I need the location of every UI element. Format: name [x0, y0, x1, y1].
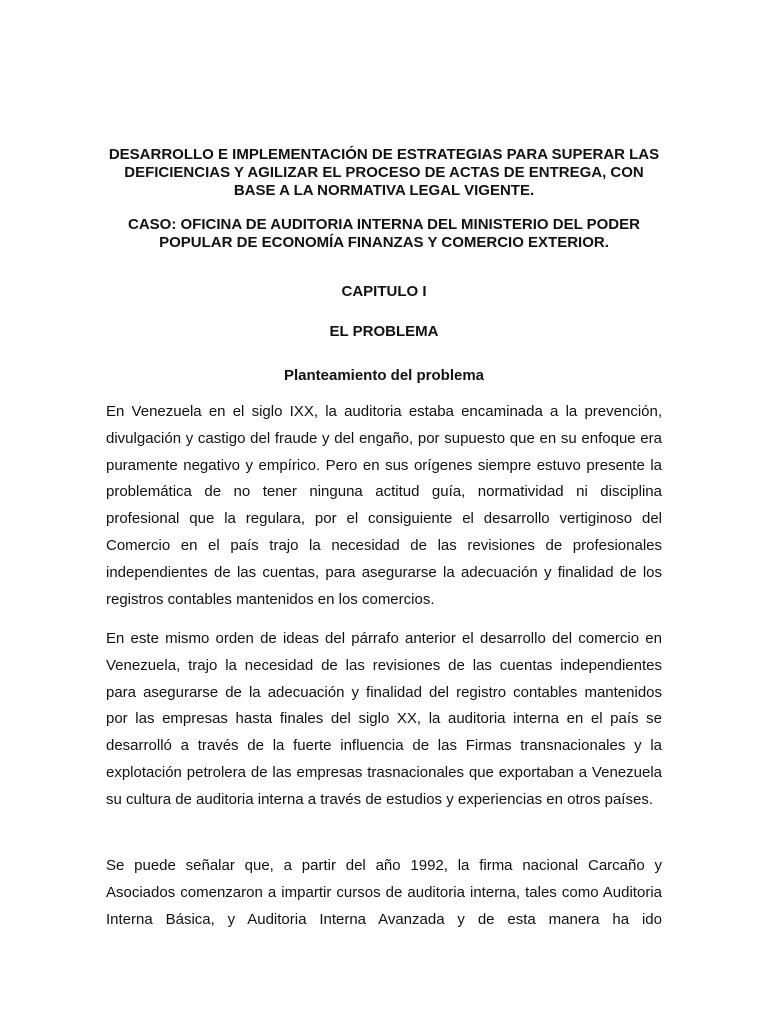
paragraph-line: Venezuela, trajo la necesidad de las revisiones de las cuentas independientes	[106, 656, 662, 674]
paragraph-line: Asociados comenzaron a impartir cursos de auditoria interna, tales como Auditoria	[106, 883, 662, 901]
chapter-heading: CAPITULO I	[341, 283, 427, 300]
paragraph-line: desarrolló a través de la fuerte influencia de las Firmas transnacionales y la	[106, 737, 662, 755]
paragraph-1	[106, 399, 662, 613]
paragraph-3	[106, 853, 662, 933]
case-title	[90, 216, 678, 252]
document-title	[90, 146, 678, 200]
paragraph-line: Se puede señalar que, a partir del año 1992, la firma nacional Carcaño y	[106, 857, 662, 874]
title-line: BASE A LA NORMATIVA LEGAL VIGENTE.	[233, 182, 535, 199]
paragraph-line: para asegurarse de la adecuación y finalidad del registro contables mantenidos	[106, 683, 662, 701]
case-line: CASO: OFICINA DE AUDITORIA INTERNA DEL MINISTERIO DEL PODER	[128, 216, 640, 233]
chapter-title: EL PROBLEMA	[329, 323, 439, 340]
paragraph-line: explotación petrolera de las empresas trasnacionales que exportaban a Venezuela	[106, 763, 662, 781]
paragraph-line: En este mismo orden de ideas del párrafo anterior el desarrollo del comercio en	[106, 630, 662, 647]
title-line: DESARROLLO E IMPLEMENTACIÓN DE ESTRATEGIAS PARA SUPERAR LAS	[108, 146, 660, 163]
paragraph-line: independientes de las cuentas, para asegurarse la adecuación y finalidad de los	[106, 563, 662, 581]
section-title: Planteamiento del problema	[283, 367, 485, 384]
paragraph-line: En Venezuela en el siglo IXX, la auditoria estaba encaminada a la prevención,	[106, 403, 662, 420]
paragraph-line: puramente negativo y empírico. Pero en sus orígenes siempre estuvo presente la	[106, 456, 662, 474]
paragraph-line: registros contables mantenidos en los comercios.	[106, 590, 435, 608]
paragraph-2	[106, 626, 662, 814]
paragraph-line: por las empresas hasta finales del siglo XX, la auditoria interna en el país se	[106, 710, 662, 728]
case-line: POPULAR DE ECONOMÍA FINANZAS Y COMERCIO EXTERIOR.	[159, 234, 609, 251]
paragraph-line: profesional que la regulara, por el consiguiente el desarrollo vertiginoso del	[106, 510, 662, 528]
paragraph-line: problemática de no tener ninguna actitud guía, normatividad ni disciplina	[106, 483, 662, 501]
title-line: DEFICIENCIAS Y AGILIZAR EL PROCESO DE ACTAS DE ENTREGA, CON	[124, 164, 644, 181]
paragraph-line: su cultura de auditoria interna a través de estudios y experiencias en otros países.	[106, 790, 653, 808]
paragraph-line: divulgación y castigo del fraude y del engaño, por supuesto que en su enfoque era	[106, 429, 662, 447]
paragraph-line: Interna Básica, y Auditoria Interna Avanzada y de esta manera ha ido	[106, 910, 662, 928]
paragraph-line: Comercio en el país trajo la necesidad de las revisiones de profesionales	[106, 536, 662, 554]
